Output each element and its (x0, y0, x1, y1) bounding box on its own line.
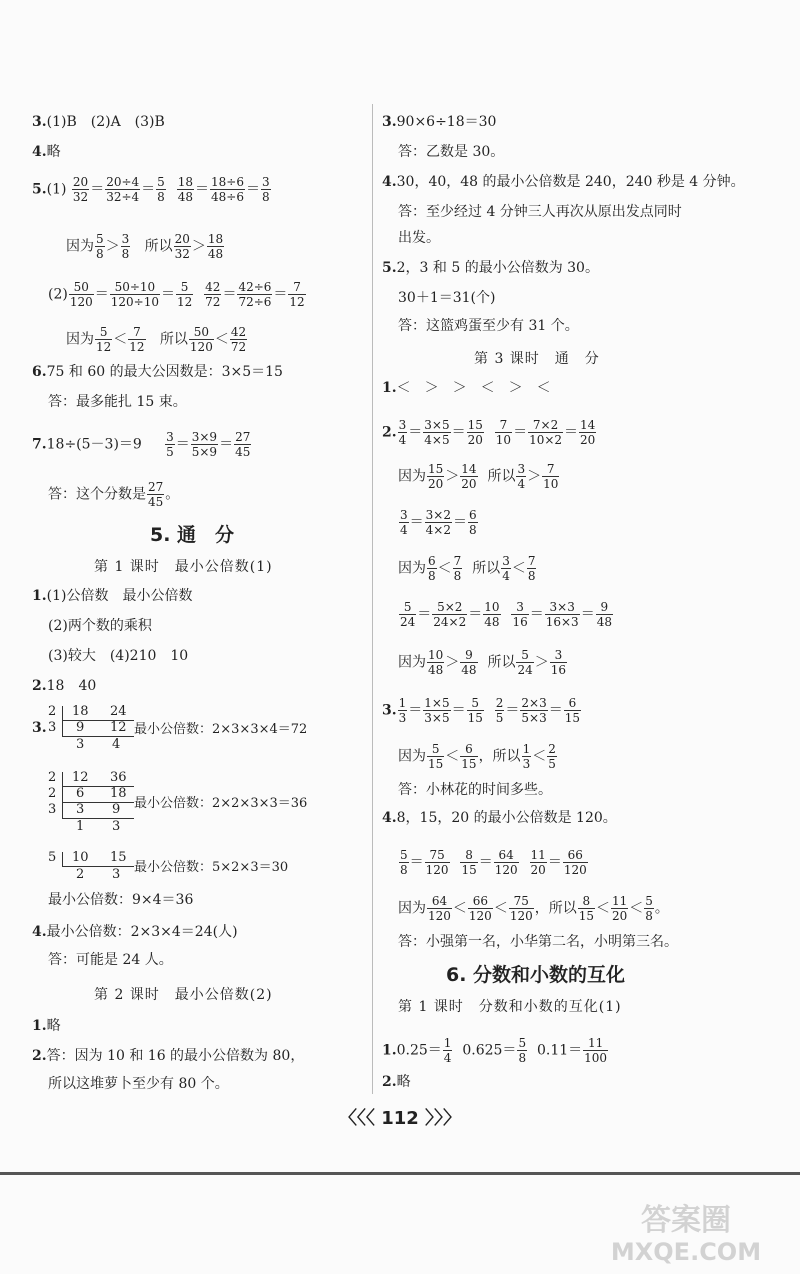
l3-answer-3: 3. $\frac{1}{3}$ ＝ $\frac{1\times 5}{3\times 5}$ ＝ $\frac{5}{15}$ $\frac{2}{5}$ ＝ $\frac{2\times 3}{5\times 3}$ ＝ $\frac{6}{15}$ (382, 696, 581, 725)
l1-answer-3-extra: 最小公倍数：9×4＝36 (48, 892, 194, 908)
l3-answer-4-compare: 因为 $\frac{64}{120}$ ＜ $\frac{66}{120}$ ＜ $\frac{75}{120}$ ，所以 $\frac{8}{15}$ ＜ $\frac{11}{20}$ ＜ $\frac{5}{8}$ 。 (398, 894, 669, 923)
watermark-logo (586, 1196, 786, 1266)
answer-5-compare2: 因为 $\frac{5}{12}$ ＜ $\frac{7}{12}$ 所以 $\frac{50}{120}$ ＜ $\frac{42}{72}$ (66, 325, 247, 354)
l3-answer-2c-compare: 因为 $\frac{10}{48}$ ＞ $\frac{9}{48}$ 所以 $\frac{5}{24}$ ＞ $\frac{3}{16}$ (398, 648, 567, 677)
l2-answer-1: 1.略 (32, 1018, 61, 1034)
l1-answer-3-num: 3. (32, 720, 47, 736)
l2-answer-2: 2.答：因为 10 和 16 的最小公倍数为 80， (32, 1048, 305, 1064)
l1-answer-1a: 1.(1)公倍数 最小公倍数 (32, 588, 193, 604)
short-division-2: 2 2 3 12 36 6 18 3 9 1 3 最小公倍数：2×2×3×3＝36 (48, 770, 308, 834)
answer-5-compare1: 因为 $\frac{5}{8}$ ＞ $\frac{3}{8}$ 所以 $\frac{20}{32}$ ＞ $\frac{18}{48}$ (66, 232, 224, 261)
answer-3: 3.90×6÷18＝30 (382, 114, 497, 130)
answer-3: 3.(1)B (2)A (3)B (32, 114, 165, 130)
answer-4-ans: 答：至少经过 4 分钟三人再次从原出发点同时 (398, 204, 682, 220)
svg-text:答案圈: 答案圈 (641, 1203, 731, 1238)
l6-answer-2: 2.略 (382, 1074, 411, 1090)
footer-rule (0, 1172, 800, 1175)
answer-6: 6.75 和 60 的最大公因数是：3×5＝15 (32, 364, 283, 380)
answer-5-part2: (2) $\frac{50}{120}$ ＝ $\frac{50\div 10}{120\div 10}$ ＝ $\frac{5}{12}$ $\frac{42}{72}$ ＝ $\frac{42\div 6}{72\div 6}$ ＝ $\frac{7}{12}$ (48, 280, 305, 309)
answer-4-ans-cont: 出发。 (398, 230, 440, 246)
lesson-title: 第 1 课时 分数和小数的互化(1) (398, 999, 622, 1015)
section-title-6: 6. 分数和小数的互化 (446, 964, 626, 986)
l3-answer-2a: 2. $\frac{3}{4}$ ＝ $\frac{3\times 5}{4\times 5}$ ＝ $\frac{15}{20}$ $\frac{7}{10}$ ＝ $\frac{7\times 2}{10\times 2}$ ＝ $\frac{14}{20}$ (382, 418, 596, 447)
section-title-5: 5. 通 分 (150, 524, 235, 546)
answer-3-ans: 答：乙数是 30。 (398, 144, 505, 160)
l1-answer-1c: (3)较大 (4)210 10 (48, 648, 189, 664)
l1-answer-2: 2.18 40 (32, 678, 97, 694)
lesson-title: 第 2 课时 最小公倍数(2) (94, 987, 273, 1003)
short-division-3: 5 10 15 2 3 最小公倍数：5×2×3＝30 (48, 850, 289, 882)
l1-answer-4: 4.最小公倍数：2×3×4＝24(人) (32, 924, 238, 940)
l6-answer-1: 1.0.25＝ $\frac{1}{4}$ 0.625＝ $\frac{5}{8}$ 0.11＝ $\frac{11}{100}$ (382, 1036, 608, 1065)
answer-7-ans: 答：这个分数是 $\frac{27}{45}$ 。 (48, 480, 180, 509)
l1-answer-4-ans: 答：可能是 24 人。 (48, 952, 173, 968)
l3-answer-1: 1.＜ ＞ ＞ ＜ ＞ ＜ (382, 380, 551, 396)
answer-5-part1: 5.(1) $\frac{20}{32}$ ＝ $\frac{20\div 4}{32\div 4}$ ＝ $\frac{5}{8}$ $\frac{18}{48}$ ＝ $\frac{18\div 6}{48\div 6}$ ＝ $\frac{3}{8}$ (32, 175, 270, 204)
l3-answer-4-calc: $\frac{5}{8}$ ＝ $\frac{75}{120}$ $\frac{8}{15}$ ＝ $\frac{64}{120}$ $\frac{11}{20}$ ＝ $\frac{66}{120}$ (400, 848, 587, 877)
answer-7: 7.18÷(5－3)＝9 $\frac{3}{5}$ ＝ $\frac{3\times 9}{5\times 9}$ ＝ $\frac{27}{45}$ (32, 430, 251, 459)
l3-answer-2c: $\frac{5}{24}$ ＝ $\frac{5\times 2}{24\times 2}$ ＝ $\frac{10}{48}$ $\frac{3}{16}$ ＝ $\frac{3\times 3}{16\times 3}$ ＝ $\frac{9}{48}$ (400, 600, 612, 629)
l3-answer-3-compare: 因为 $\frac{5}{15}$ ＜ $\frac{6}{15}$ ，所以 $\frac{1}{3}$ ＜ $\frac{2}{5}$ (398, 742, 556, 771)
lesson-title: 第 1 课时 最小公倍数(1) (94, 559, 273, 575)
answer-5-ans: 答：这篮鸡蛋至少有 31 个。 (398, 318, 579, 334)
column-divider (372, 104, 373, 1094)
short-division-1: 2 3 18 24 9 12 3 4 最小公倍数：2×3×3×4＝72 (48, 704, 308, 752)
l3-answer-4-ans: 答：小强第一名，小华第二名，小明第三名。 (398, 934, 678, 950)
lesson-title: 第 3 课时 通 分 (474, 351, 600, 367)
l3-answer-3-ans: 答：小林花的时间多些。 (398, 782, 552, 798)
answer-5: 5.2，3 和 5 的最小公倍数为 30。 (382, 260, 599, 276)
answer-5-calc: 30＋1＝31(个) (398, 290, 496, 306)
l3-answer-2b-compare: 因为 $\frac{6}{8}$ ＜ $\frac{7}{8}$ 所以 $\frac{3}{4}$ ＜ $\frac{7}{8}$ (398, 554, 536, 583)
l2-answer-2-cont: 所以这堆萝卜至少有 80 个。 (48, 1076, 229, 1092)
fraction: $\frac{20}{32}$ (72, 175, 89, 204)
l3-answer-2b: $\frac{3}{4}$ ＝ $\frac{3\times 2}{4\times 2}$ ＝ $\frac{6}{8}$ (400, 508, 477, 537)
page-number: 〈〈〈 112 〉〉〉 (338, 1108, 462, 1129)
l3-answer-2a-compare: 因为 $\frac{15}{20}$ ＞ $\frac{14}{20}$ 所以 $\frac{3}{4}$ ＞ $\frac{7}{10}$ (398, 462, 559, 491)
l3-answer-4: 4.8，15，20 的最小公倍数是 120。 (382, 810, 617, 826)
l1-answer-1b: (2)两个数的乘积 (48, 618, 152, 634)
answer-4: 4.略 (32, 144, 61, 160)
svg-text:MXQE.COM: MXQE.COM (610, 1238, 762, 1266)
answer-4: 4.30，40，48 的最小公倍数是 240，240 秒是 4 分钟。 (382, 174, 745, 190)
answer-6-ans: 答：最多能扎 15 束。 (48, 394, 187, 410)
